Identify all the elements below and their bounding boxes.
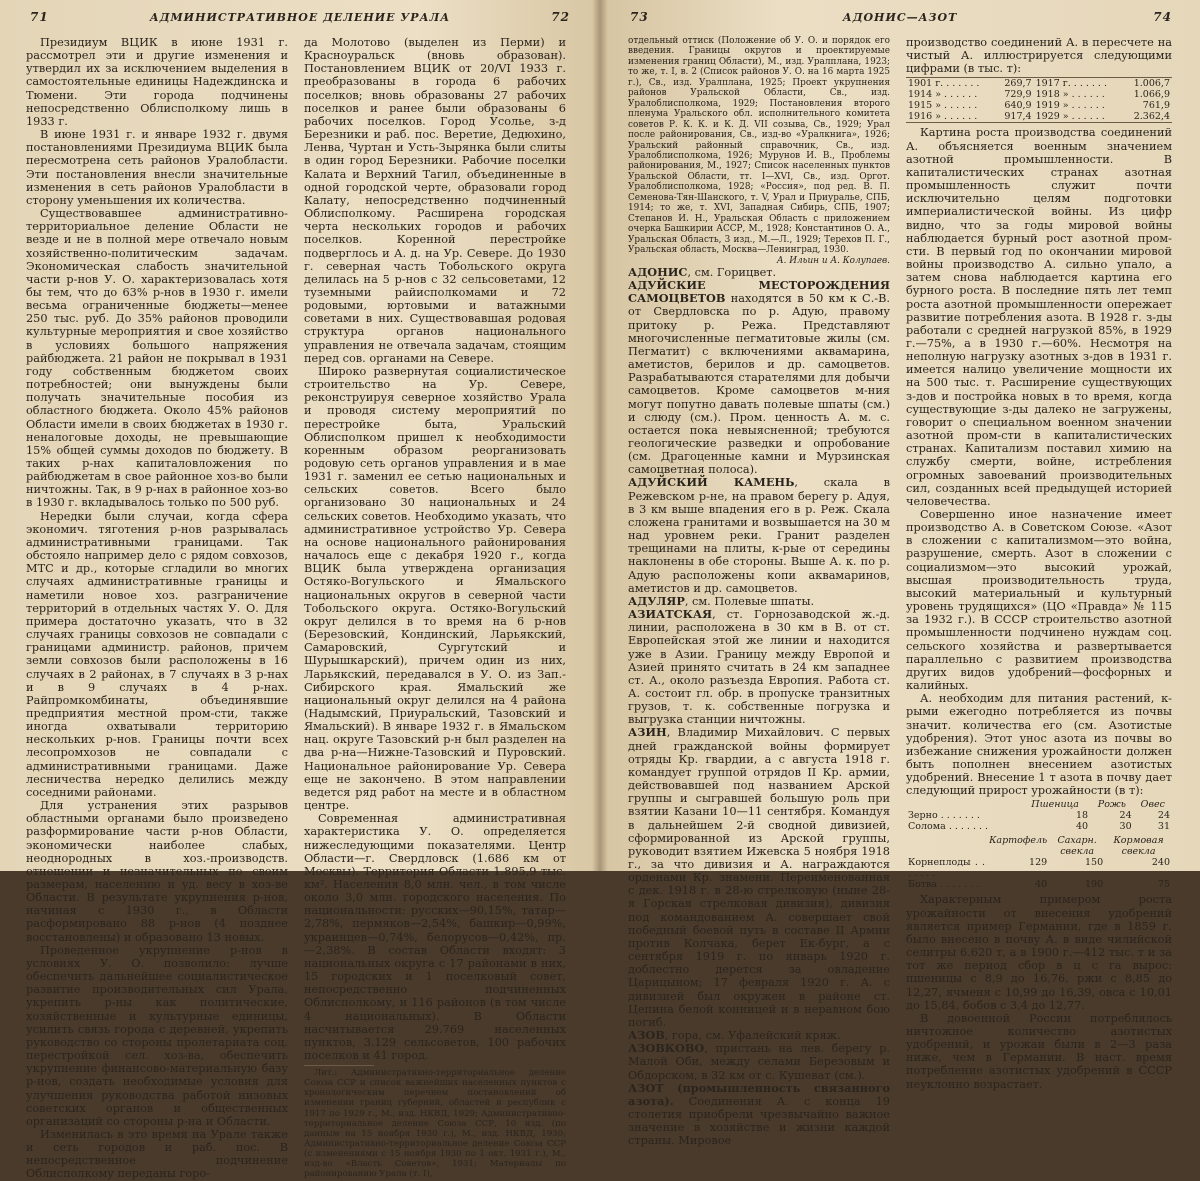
nitrogen-production-table — [906, 77, 1172, 123]
column-3 — [628, 36, 890, 1148]
yield-table-roots — [906, 835, 1172, 890]
value-cell: 24 — [1157, 810, 1170, 822]
entry-heading: АЗОТ — [628, 1080, 664, 1095]
entry-body: , пристань на лев. берегу р. Малой Оби, между селами Березовым и Обдорском, в 32 км от с. Кушеват (см.). — [628, 1042, 890, 1082]
table-row — [906, 821, 1172, 832]
row-label: Ботва . . . . . . . — [908, 879, 980, 891]
value-cell: 729,9 — [1004, 89, 1032, 101]
value-cell: 24 — [1119, 810, 1132, 822]
entry-heading: АДОНИС — [628, 264, 688, 279]
table-header-row — [906, 799, 1172, 810]
value-cell: 640,9 — [1004, 100, 1032, 112]
year-cell: 1915 » . . . . . . — [908, 100, 978, 112]
table-row — [906, 89, 1172, 100]
left-page-header — [0, 8, 600, 30]
entry-body: , Владимир Михайлович. С первых дней гражданской войны формирует отряды Кр. гвардии, а с августа 1918 г. командует группой отрядов II Кр. армии, действовавшей под названием Арской группы и сыгравшей большую роль при взятии Казани 10—11 сентября. Командуя в дальнейшем 2-й сводной дивизией, сформированной из Арской группы, руководит взятием Ижевска 5 ноября 1918 г., за что дивизия и А. награждаются орденами Кр. знамени. Переименованная с дек. 1918 г. в 28-ю стрелковую (ныне 28-я Горская стрелковая дивизия), дивизия под командованием А. совершает свой победный боевой путь в составе II Армии против Колчака, берет Ек-бург, а с сентября 1919 г. по январь 1920 г. доблестно дерется за овладение Царицыном; 17 февраля 1920 г. А. с дивизией был окружен в районе ст. Цепина белой конницей и в неравном бою погиб. — [628, 726, 890, 1029]
entry-heading: АДУЙСКИЙ КАМЕНЬ — [628, 475, 795, 490]
entry-heading: АЗИАТСКАЯ — [628, 607, 713, 622]
page-number-71: 71 — [30, 10, 49, 24]
entry-body: , ст. Горнозаводской ж.-д. линии, расположена в 30 км в В. от ст. Европейская этой же линии и находится уже в Азии. Границу между Европой и Азией принято считать в 24 км западнее ст. А., около разъезда Европия. Работа ст. А. состоит гл. обр. в пропуске транзитных грузов, т. к. собственные погрузка и выгрузка станции ничтожны. — [628, 608, 890, 727]
entry-subheading: (промышленность связанного азота). — [628, 1080, 890, 1108]
entry-body: , см. Горицвет. — [687, 265, 777, 279]
paragraph: да Молотово (выделен из Перми) и Красноуральск (вновь образован). Постановлением ВЦИК от 20/VI 1933 г. преобразованы в города 6 рабочих поселков; вновь образованы 27 рабочих поселков и ранее были образованы 6 рабочих поселков. Город Усолье, з-д Березники и раб. пос. Веретие, Дедюхино, Ленва, Чуртан и Усть-Зырянка были слиты в один город Березники. Рабочие поселки Калата и Верхний Тагил, объединенные в одной городской черте, образовали город Калату, непосредственно подчиненный Облисполкому. Расширена городская черта нескольких городов и рабочих поселков. Коренной перестройке подверглось и А. д. на Ур. Севере. До 1930 г. северная часть Тобольского округа делилась на 5 р-нов с 32 сельсоветами, 12 туземными райисполкомами и 72 родовыми, юртовыми и ватажными советами в них. Существовавшая родовая структура органов национального управления не отвечала задачам, стоящим перед сов. органами на Севере. — [304, 36, 566, 365]
paragraph: Изменилась в это время на Урале также и сеть городов и раб. пос. В непосредственное подчинение Облисполкому переданы горо- — [26, 1127, 288, 1181]
column-header: Рожь — [1097, 799, 1126, 811]
paragraph: производство соединений А. в пересчете на чистый А. иллюстрируется следующими цифрами (в тыс. т): — [906, 36, 1172, 76]
page-number-73: 73 — [630, 10, 649, 24]
entry-azot — [628, 1082, 890, 1148]
year-cell: 1901 г. . . . . . . — [908, 78, 980, 90]
column-header: Пшеница — [1031, 799, 1079, 811]
literature-footnote: Лит.: Административно-территориальное деление Союза ССР и список важнейших населенных пунктов с хронологическим перечнем постановлений об изменении границ губерний, областей и республик с 1917 по 1929 г., М., изд. НКВД, 1929; Административно-территориальное деление Союза ССР, 10 изд. (по данным на 15 ноября 1930 г.), М., изд. НКВД, 1930; Административно-территориальное деление Союза ССР (с изменениями с 15 ноября 1930 по 1 окт. 1931 г.), М., изд-во «Власть Советов», 1931; Материалы по районированию Урала (т. I), — [304, 1068, 566, 1180]
year-cell: 1919 » . . . . . . — [1035, 100, 1105, 112]
paragraph: Для устранения этих разрывов областными органами было произведено разформирование части р-нов Области, экономически наиболее слабых, неоднородных в хоз.-производств. отношении и незначительных по своим размерам, населению и уд. весу в хоз-ве Области. В результате укрупнения р-нов, начиная с 1930 г., в Области расформировано 88 р-нов (4 позднее восстановлены) и образовано 13 новых. — [26, 799, 288, 944]
column-header — [906, 835, 987, 857]
column-header: Кормовая свекла — [1113, 835, 1164, 858]
page-number-74: 74 — [1153, 10, 1172, 24]
bibliography-continuation: отдельный оттиск (Положение об У. О. и порядок его введения. Границы округов и проектируемые изменения границ Области), М., изд. Уралплана, 1923; то же, т. I, в. 2 (Список районов У. О. на 16 марта 1925 г.), Св., изд. Уралплана, 1925; Проект укрупнения районов Уральской Области, Св., изд. Уралоблисполкома, 1929; Постановления второго пленума Уральского обл. исполнительного комитета советов Р. К. К. и К. Д. VII созыва, Св., 1929; Урал после районирования, Св., изд-во «Уралкнига», 1926; Уральский районный справочник, Св., изд. Уралоблисполкома, 1926; Мурунов И. В., Проблемы районирования, М., 1927; Список населенных пунктов Уральской Области, тт. I—XVI, Св., изд. Оргот. Уралоблисполкома, 1928; «Россия», под ред. В. П. Семенова-Тян-Шанского, т. V, Урал и Приуралье, СПБ, 1914; то же, т. XVI, Западная Сибирь, СПБ, 1907; Степанов И. Н., Уральская Область с приложением очерка Башкирии АССР, М., 1928; Константинов О. А., Уральская Область, 3 изд., М.—Л., 1929; Терехов П. Г., Уральская область, Москва—Ленинград, 1930. — [628, 36, 890, 256]
value-cell: 30 — [1119, 821, 1132, 833]
paragraph: Современная административная характеристика У. О. определяется нижеследующими показателями. Центр Области—г. Свердловск (1.686 км от Москвы). Территория Области 1.895,9 тыс. км². Населения 8,0 млн. чел., в том числе около 3,0 млн. городского населения. По национальности: русских—90,15%, татар—2,78%, пермяков—2,54%, башкир—0,99%, украинцев—0,74%, белорусов—0,42%, пр.—2,38%. В состав Области входят: 3 национальных округа с 17 районами в них, 15 городских и 1 поселковый совет, непосредственно подчиненных Облисполкому, и 116 районов (в том числе 4 национальных). В Области насчитывается 29.769 населенных пунктов, 3.129 сельсоветов, 100 рабочих поселков и 41 город. — [304, 812, 566, 1063]
entry-azin — [628, 726, 890, 1029]
entry-heading: АЗОВКОВО — [628, 1041, 705, 1056]
value-cell: 75 — [1157, 879, 1170, 891]
row-label: Солома . . . . . . . — [908, 821, 989, 833]
table-row — [906, 100, 1172, 111]
year-cell: 1916 » . . . . . . — [908, 111, 978, 123]
entry-body: находятся в 50 км к С.-В. от Свердловска по р. Адую, правому притоку р. Режа. Представляют многочисленные пегматитовые жилы (см. Пегматит) с включениями аквамарина, аметистов, берилов и др. самоцветов. Разрабатываются старателями для добычи самоцветов. Кроме самоцветов м-ния могут попутно давать полевые шпаты (см.) и слюду (см.). Пром. ценность А. м. с. остается пока невыясненной; требуются геологические разведки и опробование (см. Драгоценные камни и Мурзинская самоцветная полоса). — [628, 292, 890, 477]
table-row — [906, 78, 1172, 90]
value-cell: 2.362,4 — [1133, 111, 1170, 123]
value-cell: 761,9 — [1142, 100, 1170, 112]
column-2 — [304, 36, 566, 1180]
paragraph: Совершенно иное назначение имеет производство А. в Советском Союзе. «Азот в сложении с капитализмом—это война, разрушение, смерть. Азот в сложении с социализмом—это высокий урожай, высшая производительность труда, высокий материальный и культурный уровень трудящихся» (ЦО «Правда» № 115 за 1932 г.). В СССР строительство азотной промышленности подчинено нуждам соц. сельского хозяйства и развертывается параллельно с развитием производства других видов удобрений—фосфорных и калийных. — [906, 508, 1172, 693]
value-cell: 40 — [1035, 879, 1048, 891]
right-page — [600, 0, 1200, 1148]
paragraph: Существовавшее административно-территориальное деление Области не везде и не в полной мере отвечало новым хозяйственно-политическим задачам. Экономическая слабость значительной части р-нов У. О. характеризовалась хотя бы тем, что до 63% р-нов в 1930 г. имели весьма ограниченные бюджеты—менее 250 тыс. руб. До 35% районов проводили культурные мероприятия и свое хозяйство в условиях большого напряжения райбюджета. 21 район не покрывал в 1931 году собственным бюджетом своих потребностей; они вынуждены были получать значительные пособия из областного бюджета. Около 45% районов Области имели в своих бюджетах в 1930 г. неналоговые доходы, не превышающие 15% общей суммы доходов по бюджету. В таких р-нах капиталовложения по райбюджетам в свое районное хоз-во были ничтожны. Так, в 9 р-нах в районное хоз-во в 1930 г. вкладывалось только по 500 руб. — [26, 207, 288, 510]
paragraph: Нередки были случаи, когда сфера экономич. тяготения р-нов разрывалась административными границами. Так обстояло например дело с рядом совхозов, МТС и др., которые сгладили во многих случаях административные границы и наметили новое хоз. разграничение территорий в отдельных частях У. О. Для примера достаточно указать, что в 32 случаях границы совхозов не совпадали с границами администр. районов, причем земли совхозов были расположены в 16 случаях в 2 районах, в 7 случаях в 3 р-нах и в 9 случаях в 4 р-нах. Райпромкомбинаты, объединявшие предприятия местной пром-сти, также иногда охватывали территорию нескольких р-нов. Границы почти всех лесопромхозов не совпадали с административными границами. Даже лесничества нередко делились между соседними районами. — [26, 509, 288, 799]
entry-aduiskii-kamen — [628, 476, 890, 594]
column-header: Сахарн. свекла — [1057, 835, 1097, 858]
table-row — [906, 879, 1172, 890]
page-number-72: 72 — [551, 10, 570, 24]
year-cell: 1917 г. . . . . . . — [1035, 78, 1107, 90]
left-running-title: АДМИНИСТРАТИВНОЕ ДЕЛЕНИЕ УРАЛА — [149, 11, 451, 24]
entry-heading: АДУЙСКИЕ МЕСТОРОЖДЕНИЯ САМОЦВЕТОВ — [628, 278, 890, 306]
table-header-row — [906, 835, 1172, 857]
value-cell: 917,4 — [1004, 111, 1032, 123]
entry-aziatskaya — [628, 608, 890, 726]
entry-body: Соединения А. с конца 19 столетия приобрели чрезвычайно важное значение в хозяйстве и жизни каждой страны. Мировое — [628, 1094, 890, 1148]
entry-heading: АДУЛЯР — [628, 593, 685, 608]
value-cell: 1.006,7 — [1133, 78, 1170, 90]
value-cell: 31 — [1157, 821, 1170, 833]
value-cell: 40 — [1075, 821, 1089, 833]
value-cell: 129 — [1029, 857, 1048, 869]
right-running-title: АДОНИС—АЗОТ — [842, 11, 958, 24]
value-cell: 1.066,9 — [1133, 89, 1170, 101]
column-header — [906, 799, 1020, 810]
entry-aduiskie — [628, 279, 890, 476]
entry-azovkovo — [628, 1042, 890, 1081]
paragraph: В довоенной России потреблялось ничтожное количество азотистых удобрений, и урожаи были в 2—3 раза ниже, чем в Германии. В наст. время потребление азотистых удобрений в СССР неуклонно возрастает. — [906, 1011, 1172, 1091]
entry-heading: АЗИН — [628, 725, 667, 740]
paragraph: Президиум ВЦИК в июне 1931 г. рассмотрел эти и другие изменения и утвердил их за исключением выделения в самостоятельные единицы Надеждинска и Тюмени. Эти города подчинены непосредственно Облисполкому лишь в 1933 г. — [26, 36, 288, 128]
table-row — [906, 810, 1172, 821]
paragraph: Широко развернутая социалистическое строительство на Ур. Севере, реконструируя северное хозяйство Урала и проводя систему мероприятий по перестройке быта, Уральский Облисполком пришел к необходимости коренным образом реорганизовать родовую сеть органов управления и в мае 1931 г. заменил ее сетью национальных и сельских советов. Всего было организовано 30 национальных и 24 сельских советов. Необходимо указать, что административное устройство Ур. Севера на основе национального районирования началось еще с декабря 1920 г., когда ВЦИК была утверждена организация Остяко-Вогульского и Ямальского национальных округов в северной части Тобольского округа. Остяко-Вогульский округ делился в то время на 6 р-нов (Березовский, Кондинский, Ларьякский, Самаровский, Сургутский и Шурышкарский), причем один из них, Ларьякский, передавался в У. О. из Зап.-Сибирского края. Ямальский же национальный округ делился на 4 района (Надымский, Приуральский, Тазовский и Ямальский). В январе 1932 г. в Ямальском нац. округе Тазовский р-н был разделен на два р-на—Нижне-Тазовский и Пуровский. Национальное районирование Ур. Севера еще не закончено. В этом направлении ведется ряд работ на месте и в областном центре. — [304, 364, 566, 813]
entry-heading: АЗОВ — [628, 1028, 665, 1043]
right-page-header — [600, 8, 1200, 30]
column-header: Картофель — [989, 835, 1048, 847]
value-cell: 190 — [1084, 879, 1104, 891]
value-cell: 240 — [1151, 857, 1170, 869]
paragraph: Картина роста производства соединений А. объясняется военным значением азотной промышленности. В капиталистических странах азотная промышленность служит почти исключительно целям подготовки империалистической войны. Из цифр видно, что за годы мировой войны наблюдается бурный рост азотной пром-сти. В первый год по окончании мировой войны производство А. сильно упало, а затем снова наблюдается картина его бурного роста. В последние пять лет темп роста азотной промышленности опережает развитие потребления азота. В 1928 г. з-ды работали с средней нагрузкой 85%, в 1929 г.—75%, а в 1930 г.—60%. Несмотря на неполную нагрузку азотных з-дов в 1931 г. имеется налицо увеличение мощности их на 500 тыс. т. Расширение существующих з-дов и постройка новых в то время, когда существующие з-ды далеко не загружены, говорит о специальном военном значении азотной пром-сти в капиталистических странах. Капитализм поставил химию на службу смерти, войне, истребления огромных завоеваний производительных сил, созданных всей предыдущей историей человечества. — [906, 126, 1172, 508]
row-label: Зерно . . . . . . . — [908, 810, 980, 822]
entry-body: , гора, см. Уфалейский кряж. — [664, 1029, 841, 1043]
table-row — [906, 857, 1172, 879]
year-cell: 1918 » . . . . . . — [1035, 89, 1105, 101]
paragraph: Характерным примером роста урожайности от внесения удобрений является пример Германии, где в 1859 г. было внесено в почву А. в виде чилийской селитры 6.620 т, а в 1900 г.—412 тыс. т и за тот же период сбор в ц с га вырос: пшеницы с 8,9 до 16,76, ржи с 8,85 до 12,27, ячменя с 10,99 до 16,39, овса с 10,01 до 15,84, бобов с 3,4 до 12,77. — [906, 893, 1172, 1012]
yield-table-grains — [906, 799, 1172, 832]
paragraph: В июне 1931 г. и январе 1932 г. двумя постановлениями Президиума ВЦИК была пересмотрена сеть районов Уралобласти. Эти постановления внесли значительные изменения в сеть районов Уралобласти в сторону уменьшения их количества. — [26, 128, 288, 207]
year-cell: 1914 » . . . . . . — [908, 89, 978, 101]
paragraph: Проведенное укрупнение р-нов в условиях У. О. позволило: лучше обеспечить дальнейшее социалистическое развитие производительных сил Урала, укрепить р-ны как политические, хозяйственные и культурные единицы, усилить связь города с деревней, укрепить руководство со стороны пролетариата соц. перестройкой сел. хоз-ва, обеспечить укрупнение финансово-материальную базу р-нов, создать необходимые условия для улучшения руководства работой низовых советских органов и общественных организаций со стороны р-на и Области. — [26, 943, 288, 1128]
paragraph: А. необходим для питания растений, к-рыми ежегодно потребляется из почвы значит. количества его (см. Азотистые удобрения). Этот унос азота из почвы во избежание снижения урожайности должен быть пополнен внесением азотистых удобрений. Внесение 1 т азота в почву дает следующий прирост урожайности (в т): — [906, 692, 1172, 798]
column-4 — [906, 36, 1172, 1091]
column-1 — [26, 36, 288, 1181]
column-header: Овес — [1140, 799, 1165, 811]
bibliography-authors: А. Ильин и А. Колупаев. — [776, 255, 890, 266]
year-cell: 1929 » . . . . . . — [1035, 111, 1105, 123]
value-cell: 18 — [1075, 810, 1089, 822]
row-label: Корнеплоды . . . . . . . — [908, 857, 986, 880]
table-row — [906, 111, 1172, 123]
entry-body: , скала в Режевском р-не, на правом берегу р. Адуя, в 3 км выше впадения его в р. Реж. Скала сложена гранитами и возвышается на 30 м над уровнем реки. Гранит разделен трещинами на плиты, к-рые от середины наклонены в обе стороны. Выше А. к. по р. Адую расположены копи аквамаринов, аметистов и др. самоцветов. — [628, 476, 890, 595]
value-cell: 150 — [1084, 857, 1104, 869]
value-cell: 269,7 — [1004, 78, 1032, 90]
footnote-rule — [304, 1065, 374, 1066]
entry-body: , см. Полевые шпаты. — [684, 594, 815, 608]
